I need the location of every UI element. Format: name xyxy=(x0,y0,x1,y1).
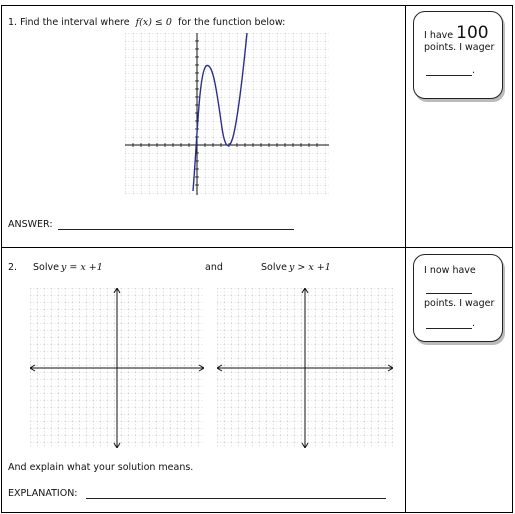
wager-2-period: . xyxy=(472,318,476,329)
question-2-graph-right xyxy=(217,288,393,448)
answer-label: ANSWER: xyxy=(8,219,53,230)
wager-2-line-2: points. I wager xyxy=(424,298,495,309)
column-divider xyxy=(405,5,406,513)
answer-line[interactable] xyxy=(58,229,294,230)
question-2-graph-left xyxy=(30,288,204,448)
wager-1-period: . xyxy=(472,65,476,76)
table-top-border xyxy=(1,5,513,6)
question-1-graph xyxy=(125,33,329,195)
wager-box-2 xyxy=(413,254,503,342)
question-2-solve-1: Solve xyxy=(33,262,59,273)
question-1-text-after: for the function below: xyxy=(178,17,286,28)
row-divider xyxy=(1,247,513,248)
question-2-solve-2: Solve xyxy=(261,262,287,273)
wager-1-points-value: 100 xyxy=(456,23,489,43)
wager-1-line-2: points. I wager xyxy=(424,42,495,53)
question-2-number: 2. xyxy=(8,262,18,273)
question-2-and: and xyxy=(205,262,223,273)
question-1-text-before: 1. Find the interval where xyxy=(8,17,130,28)
question-2-explain-prompt: And explain what your solution means. xyxy=(8,462,194,473)
table-right-border xyxy=(512,5,513,513)
wager-1-amount-blank[interactable] xyxy=(426,75,472,76)
explanation-line[interactable] xyxy=(86,498,386,499)
table-bottom-border xyxy=(1,512,513,513)
question-2-equation-2: y > x +1 xyxy=(289,262,331,273)
explanation-label: EXPLANATION: xyxy=(8,488,78,499)
wager-box-1 xyxy=(413,11,503,99)
question-1-math: f(x) ≤ 0 xyxy=(135,17,172,28)
table-left-border xyxy=(1,5,2,513)
graph-grid xyxy=(125,33,329,195)
wager-1-have-label: I have xyxy=(424,30,454,41)
wager-2-line-1: I now have xyxy=(424,265,476,276)
wager-2-amount-blank[interactable] xyxy=(426,328,472,329)
question-1-prompt xyxy=(8,17,285,29)
question-2-equation-1: y = x +1 xyxy=(61,262,103,273)
wager-2-current-blank[interactable] xyxy=(426,293,472,294)
